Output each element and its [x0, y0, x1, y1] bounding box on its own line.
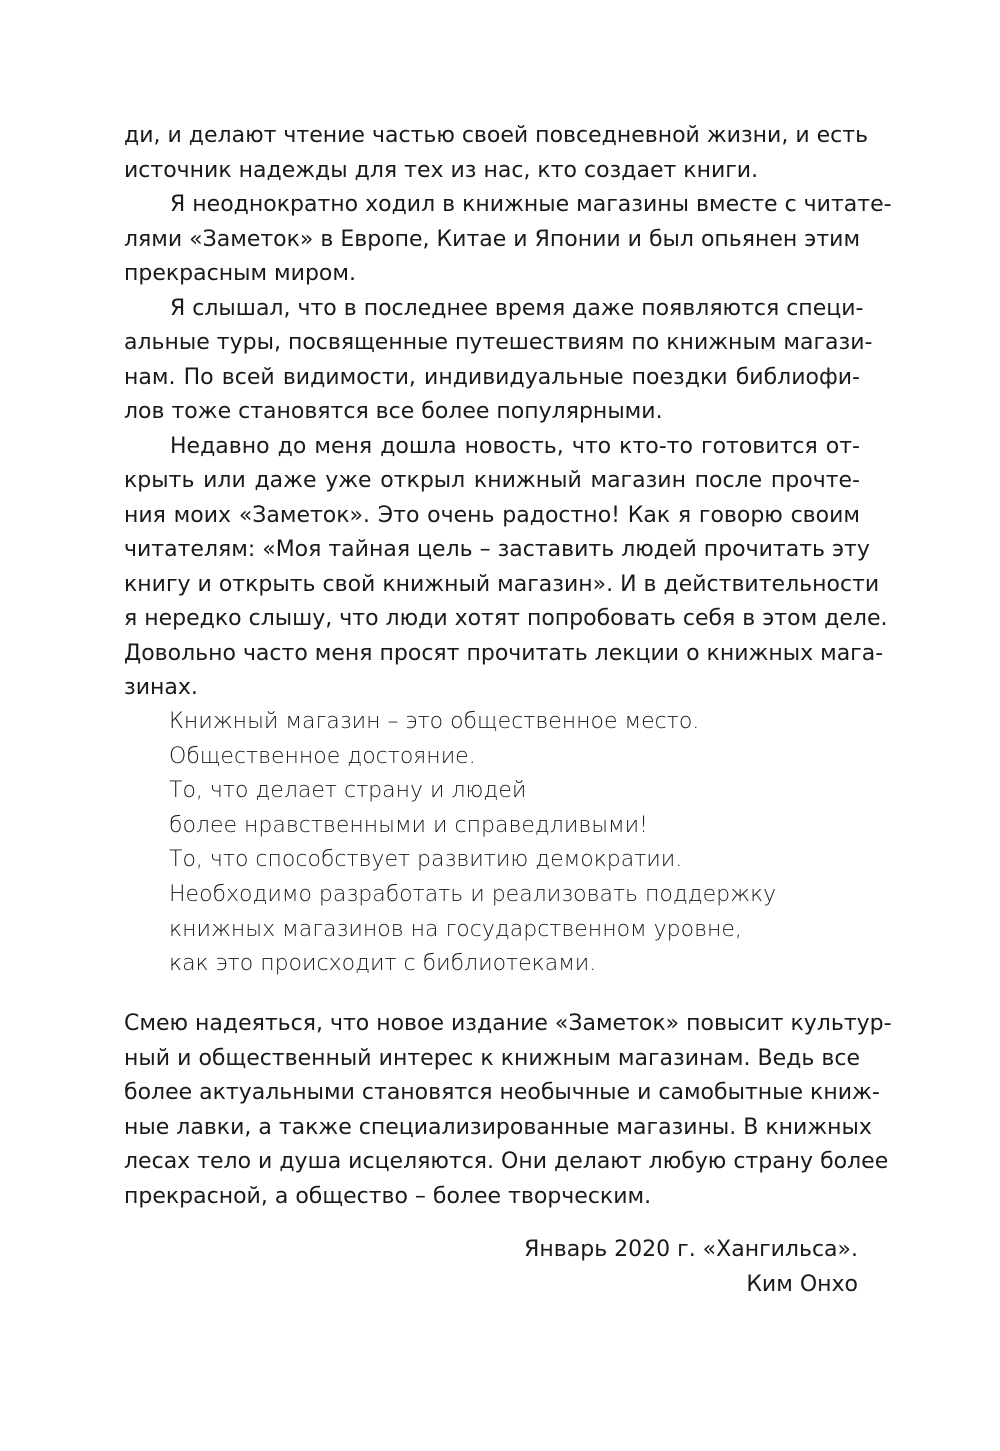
paragraph-line: прекрасным миром. — [124, 261, 356, 286]
quote-line: То, что способствует развитию демократии. — [169, 847, 683, 873]
quote-line: Книжный магазин – это общественное место. — [169, 709, 700, 734]
paragraph-line: Я слышал, что в последнее время даже появляются специ- — [170, 295, 864, 321]
paragraph-line: более актуальными становятся необычные и самобытные книж- — [124, 1080, 880, 1105]
paragraph-line: лесах тело и душа исцеляются. Они делают любую страну более — [124, 1149, 889, 1174]
paragraph-line: ди, и делают чтение частью своей повседневной жизни, и есть — [124, 123, 869, 148]
paragraph-line: нам. По всей видимости, индивидуальные поездки библиофи- — [124, 364, 860, 390]
paragraph-line: читателям: «Моя тайная цель – заставить людей прочитать эту — [124, 537, 870, 562]
signature-author: Ким Онхо — [746, 1272, 858, 1297]
paragraph-line: книгу и открыть свой книжный магазин». И в действительности — [124, 571, 880, 597]
paragraph-line: Я неоднократно ходил в книжные магазины вместе с читате- — [170, 192, 892, 217]
paragraph-line: Недавно до меня дошла новость, что кто-то готовится от- — [170, 433, 860, 459]
paragraph-line: альные туры, посвященные путешествиям по книжным магази- — [124, 330, 873, 355]
signature-date: Январь 2020 г. «Хангильса». — [524, 1237, 858, 1262]
paragraph-line: прекрасной, а общество – более творческим. — [124, 1183, 652, 1209]
paragraph-line: Довольно часто меня просят прочитать лекции о книжных мага- — [124, 640, 884, 666]
quote-line: как это происходит с библиотеками. — [169, 951, 597, 977]
main-text-top — [124, 119, 892, 706]
closing-paragraph — [124, 1007, 892, 1214]
paragraph-line: я нередко слышу, что люди хотят попробовать себя в этом деле. — [124, 606, 888, 631]
paragraph-line: ные лавки, а также специализированные магазины. В книжных — [124, 1114, 872, 1140]
quote-line: более нравственными и справедливыми! — [169, 812, 648, 838]
quote-block — [169, 705, 869, 982]
paragraph-line: ный и общественный интерес к книжным магазинам. Ведь все — [124, 1045, 860, 1071]
paragraph-line: ния моих «Заметок». Это очень радостно! Как я говорю своим — [124, 502, 860, 528]
paragraph-line: лями «Заметок» в Европе, Китае и Японии и был опьянен этим — [124, 226, 861, 252]
quote-line: То, что делает страну и людей — [169, 778, 527, 804]
quote-line: книжных магазинов на государственном уровне, — [169, 916, 742, 942]
quote-line: Общественное достояние. — [169, 743, 476, 769]
paragraph-line: Смею надеяться, что новое издание «Заметок» повысит культур- — [124, 1011, 892, 1036]
quote-line: Необходимо разработать и реализовать поддержку — [169, 881, 777, 907]
signature-block — [524, 1232, 858, 1302]
paragraph-line: крыть или даже уже открыл книжный магазин после прочте- — [124, 468, 860, 493]
paragraph-line: источник надежды для тех из нас, кто создает книги. — [124, 157, 759, 183]
paragraph-line: лов тоже становятся все более популярными. — [124, 399, 663, 424]
paragraph-line: зинах. — [124, 675, 198, 700]
